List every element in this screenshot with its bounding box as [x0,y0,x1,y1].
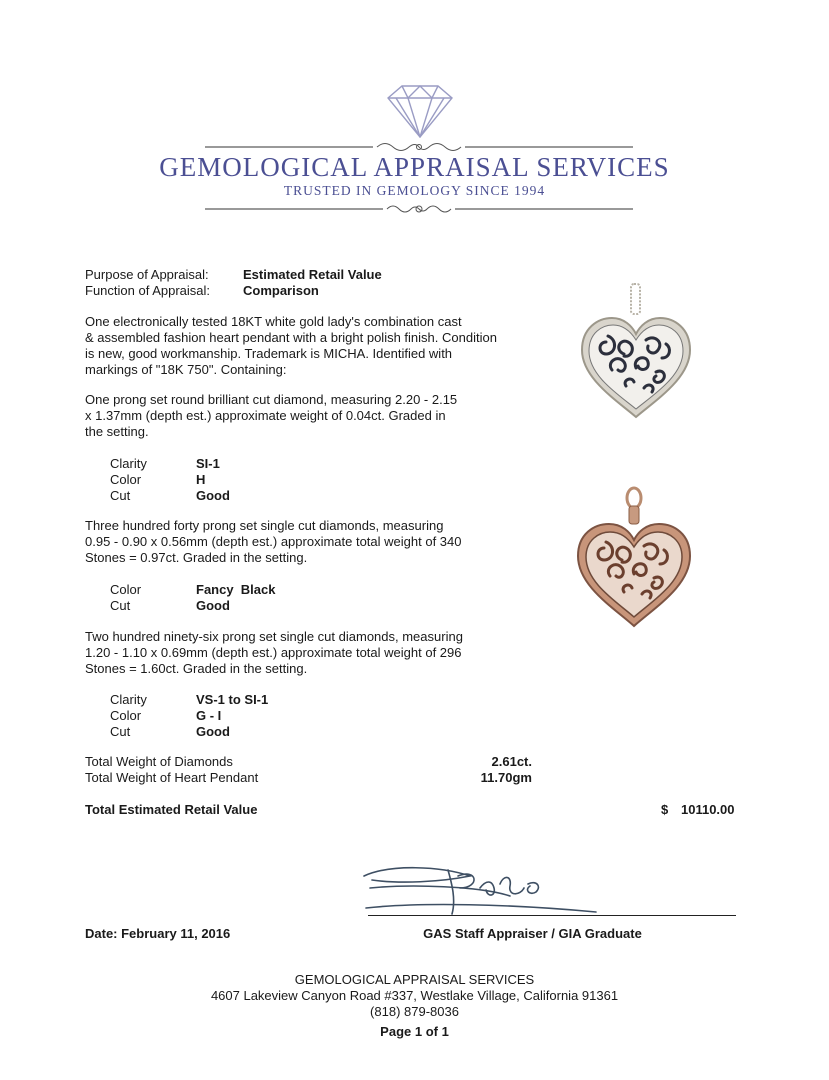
description-line: One prong set round brilliant cut diamond, measuring 2.20 - 2.15 [85,392,458,407]
spec-value: Fancy Black [196,582,276,597]
spec-value: Good [196,488,230,503]
spec-label: Cut [110,488,131,503]
description-line: 1.20 - 1.10 x 0.69mm (depth est.) approximate total weight of 296 [85,645,462,660]
stone2-description [85,518,535,566]
spec-label: Cut [110,598,131,613]
description-line: is new, good workmanship. Trademark is MICHA. Identified with [85,346,453,361]
function-label: Function of Appraisal: [85,283,211,298]
page-number: Page 1 of 1 [380,1024,449,1039]
description-line: x 1.37mm (depth est.) approximate weight of 0.04ct. Graded in [85,408,446,423]
description-line: & assembled fashion heart pendant with a bright polish finish. Condition [85,330,497,345]
spec-value: G - I [196,708,222,723]
description-line: Stones = 0.97ct. Graded in the setting. [85,550,308,565]
company-name: GEMOLOGICAL APPRAISAL SERVICES [159,152,670,182]
description-line: Three hundred forty prong set single cut diamonds, measuring [85,518,444,533]
spec-label: Color [110,472,142,487]
description-line: Stones = 1.60ct. Graded in the setting. [85,661,308,676]
footer-phone: (818) 879-8036 [370,1004,459,1019]
stone3-description [85,629,535,677]
function-value: Comparison [243,283,319,298]
purpose-label: Purpose of Appraisal: [85,267,209,282]
pendant-photo-back [572,486,696,632]
purpose-value: Estimated Retail Value [243,267,382,282]
diamond-logo-icon [380,82,460,140]
spec-label: Clarity [110,692,147,707]
appraiser-title: GAS Staff Appraiser / GIA Graduate [423,926,642,941]
spec-label: Color [110,708,142,723]
description-line: the setting. [85,424,149,439]
spec-value: VS-1 to SI-1 [196,692,269,707]
stone1-description [85,392,535,440]
appraiser-signature [360,862,600,922]
item-description [85,314,535,378]
total-pendant-value: 11.70gm [480,770,532,785]
footer-address: 4607 Lakeview Canyon Road #337, Westlake Village, California 91361 [210,988,619,1003]
spec-value: Good [196,724,230,739]
signature-line [368,915,736,916]
footer-company: GEMOLOGICAL APPRAISAL SERVICES [294,972,535,987]
description-line: 0.95 - 0.90 x 0.56mm (depth est.) approximate total weight of 340 [85,534,462,549]
description-line: Two hundred ninety-six prong set single cut diamonds, measuring [85,629,463,644]
total-diamonds-value: 2.61ct. [491,754,532,769]
total-pendant-label: Total Weight of Heart Pendant [85,770,259,785]
spec-label: Cut [110,724,131,739]
spec-value: H [196,472,206,487]
description-line: markings of "18K 750". Containing: [85,362,287,377]
description-line: One electronically tested 18KT white gold lady's combination cast [85,314,462,329]
retail-value-label: Total Estimated Retail Value [85,802,258,817]
spec-value: SI-1 [196,456,220,471]
retail-currency: $ [661,802,669,817]
spec-label: Color [110,582,142,597]
company-tagline: TRUSTED IN GEMOLOGY SINCE 1994 [283,183,546,198]
pendant-photo-front [576,282,696,424]
spec-label: Clarity [110,456,147,471]
header-bottom-ornament [205,202,633,216]
retail-amount: 10110.00 [681,802,735,817]
total-diamonds-label: Total Weight of Diamonds [85,754,233,769]
spec-value: Good [196,598,230,613]
appraisal-date: Date: February 11, 2016 [85,926,231,941]
